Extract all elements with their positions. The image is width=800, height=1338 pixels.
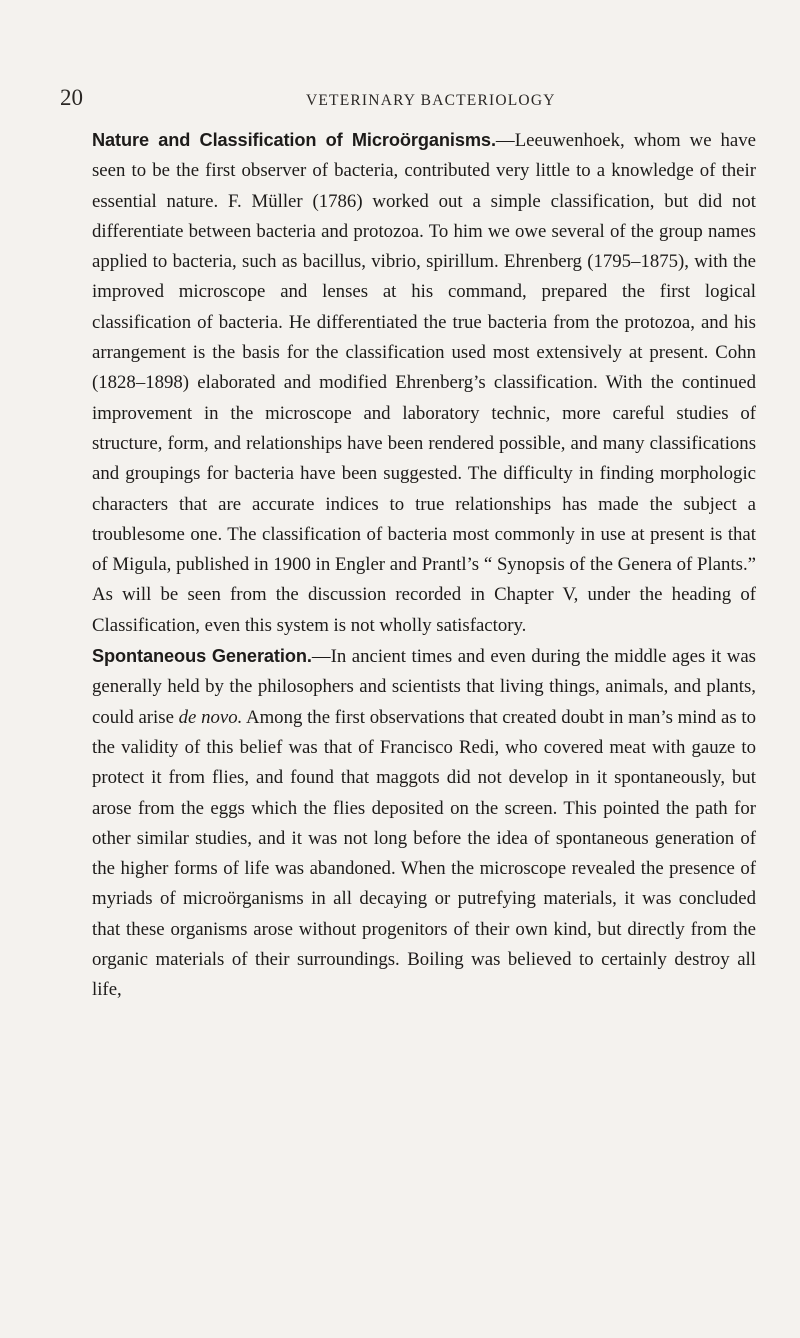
paragraph-nature-classification	[92, 125, 756, 641]
paragraph-text: —Leeuwenhoek, whom we have seen to be the first observer of bacteria, contributed very little to a knowledge of their essential nature. F. Müller (1786) worked out a simple classification, but did not differentiate between bacteria and protozoa. To him we owe several of the group names applied to bacteria, such as bacillus, vibrio, spirillum. Ehrenberg (1795–1875), with the improved microscope and lenses at his command, prepared the first logical classification of bacteria. He differentiated the true bacteria from the protozoa, and his arrangement is the basis for the classification used most extensively at present. Cohn (1828–1898) elaborated and modified Ehrenberg’s classification. With the continued improvement in the microscope and laboratory technic, more careful studies of structure, form, and relationships have been rendered possible, and many classifications and groupings for bacteria have been suggested. The difficulty in finding morphologic characters that are accurate indices to true relationships has made the subject a troublesome one. The classification of bacteria most commonly in use at present is that of Migula, published in 1900 in Engler and Prantl’s “ Synopsis of the Genera of Plants.” As will be seen from the discussion recorded in Chapter V, under the heading of Classification, even this system is not wholly satisfactory.	[92, 130, 756, 636]
italic-phrase: de novo.	[178, 706, 243, 728]
paragraph-text: —In ancient times and even during the middle ages it was generally held by the philosophers and scientists that living things, animals, and plants, could arise	[92, 646, 756, 728]
paragraph-spontaneous-generation	[92, 641, 756, 1006]
paragraph-text: Among the first observations that created doubt in man’s mind as to the validity of this belief was that of Francisco Redi, who covered meat with gauze to protect it from flies, and found that maggots did not develop in it spontaneously, but arose from the eggs which the flies deposited on the screen. This pointed the path for other similar studies, and it was not long before the idea of spontaneous generation of the higher forms of life was abandoned. When the microscope revealed the presence of myriads of microörganisms in all decaying or putrefying materials, it was concluded that these organisms arose without progenitors of their own kind, but directly from the organic materials of their surroundings. Boiling was believed to certainly destroy all life,	[92, 706, 756, 1001]
page-number: 20	[60, 85, 83, 110]
section-heading-nature-classification: Nature and Classification of Microörganisms.	[92, 130, 496, 150]
section-heading-spontaneous-generation: Spontaneous Generation.	[92, 646, 312, 667]
running-head: VETERINARY BACTERIOLOGY	[306, 92, 556, 109]
body-text	[92, 125, 756, 1006]
